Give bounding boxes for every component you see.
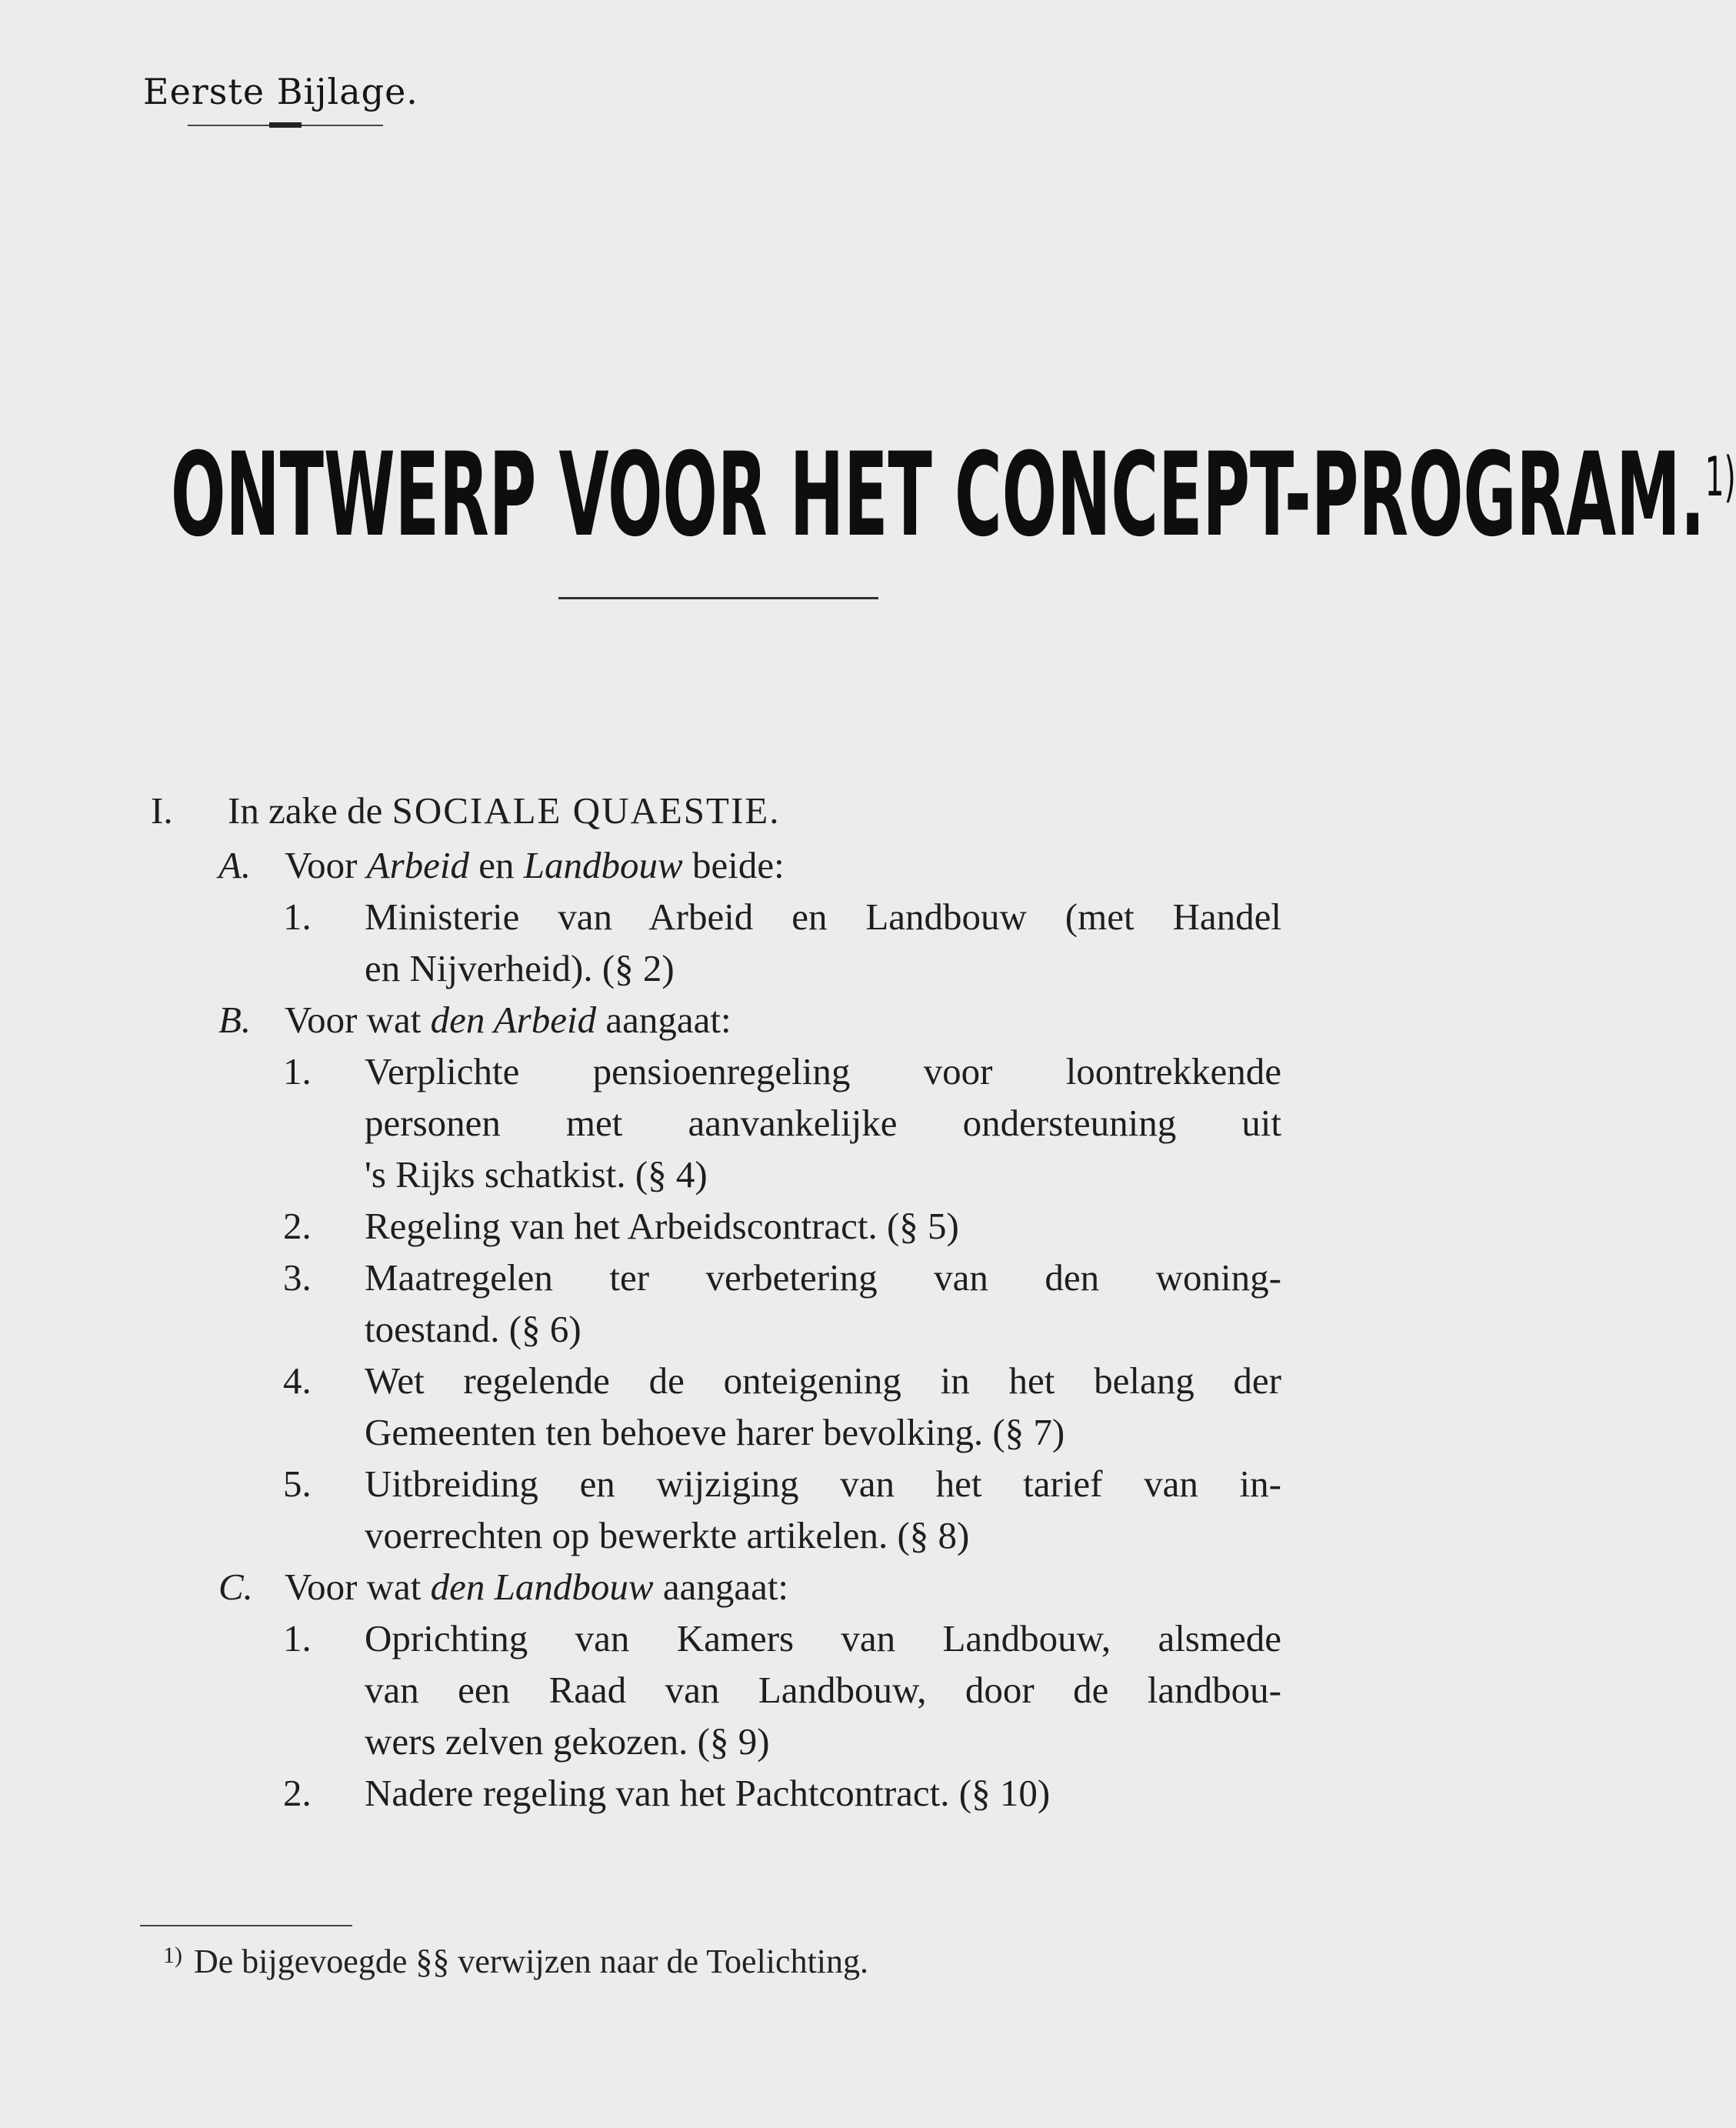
list-item: [151, 1355, 1281, 1458]
section-heading: [151, 785, 1281, 836]
title-rule: [558, 597, 878, 599]
section-heading-caps: SOCIALE QUAESTIE.: [392, 789, 781, 832]
item-line: Ministerie van Arbeid en Landbouw (met Handel: [365, 896, 1281, 938]
item-number: 2.: [283, 1205, 312, 1247]
item-line: Wet regelende de onteigening in het belang der: [365, 1359, 1281, 1402]
subsection-letter: A.: [218, 844, 252, 886]
item-number: 5.: [283, 1463, 312, 1505]
subsection-heading-c: [151, 1561, 1281, 1613]
subsection-intro: aangaat:: [596, 999, 731, 1041]
subsection-intro: Voor: [285, 844, 367, 886]
program-list: [151, 785, 1281, 1819]
item-line: 's Rijks schatkist. (§ 4): [365, 1153, 708, 1196]
item-line: personen met aanvankelijke ondersteuning uit: [365, 1102, 1281, 1144]
item-line: Uitbreiding en wijziging van het tarief van in-: [365, 1463, 1281, 1505]
item-number: 2.: [283, 1772, 312, 1814]
item-line: Nadere regeling van het Pachtcontract. (§ 10): [365, 1772, 1051, 1814]
list-item: [151, 1458, 1281, 1561]
list-item: [151, 1046, 1281, 1200]
item-line: Maatregelen ter verbetering van den woning-: [365, 1256, 1281, 1299]
item-line: toestand. (§ 6): [365, 1308, 581, 1350]
item-line: Gemeenten ten behoeve harer bevolking. (§ 7): [365, 1411, 1065, 1453]
item-number: 4.: [283, 1359, 312, 1402]
subsection-emphasis: den Arbeid: [430, 999, 597, 1041]
page-title: [171, 412, 1736, 562]
subsection-intro: beide:: [682, 844, 785, 886]
header-rule-mark: [269, 122, 302, 128]
item-line: Verplichte pensioenregeling voor loontrekkende: [365, 1050, 1281, 1092]
subsection-heading-b: [151, 994, 1281, 1046]
list-item: [151, 1613, 1281, 1767]
footnote-text: De bijgevoegde §§ verwijzen naar de Toelichting.: [194, 1943, 869, 1980]
footnote-rule: [140, 1925, 352, 1926]
page-title-text: ONTWERP VOOR HET CONCEPT-PROGRAM.: [171, 429, 1705, 562]
subsection-intro: Voor wat: [285, 1566, 431, 1608]
title-footnote-ref: 1): [1704, 445, 1736, 509]
subsection-letter: C.: [218, 1566, 253, 1608]
item-number: 1.: [283, 1050, 312, 1092]
list-item: [151, 1252, 1281, 1355]
item-line: wers zelven gekozen. (§ 9): [365, 1720, 770, 1763]
section-heading-prefix: In zake de: [228, 789, 392, 832]
subsection-emphasis: den Landbouw: [430, 1566, 654, 1608]
subsection-intro: en: [469, 844, 524, 886]
subsection-intro: Voor wat: [285, 999, 431, 1041]
footnote-mark: 1): [163, 1943, 182, 1968]
subsection-emphasis: Arbeid: [366, 844, 470, 886]
subsection-emphasis: Landbouw: [523, 844, 683, 886]
subsection-heading-a: [151, 839, 1281, 891]
subsection-intro: aangaat:: [653, 1566, 789, 1608]
item-number: 3.: [283, 1256, 312, 1299]
list-item: [151, 891, 1281, 994]
list-item: [151, 1767, 1281, 1819]
item-line: van een Raad van Landbouw, door de landbou-: [365, 1669, 1281, 1711]
item-number: 1.: [283, 896, 312, 938]
section-numeral: I.: [151, 789, 173, 832]
item-line: en Nijverheid). (§ 2): [365, 947, 675, 989]
footnote: [163, 1939, 869, 1985]
item-line: Oprichting van Kamers van Landbouw, alsmede: [365, 1617, 1281, 1659]
item-line: voerrechten op bewerkte artikelen. (§ 8): [365, 1514, 970, 1556]
appendix-label: Eerste Bijlage.: [143, 71, 418, 112]
list-item: [151, 1200, 1281, 1252]
item-number: 1.: [283, 1617, 312, 1659]
subsection-letter: B.: [218, 999, 252, 1041]
item-line: Regeling van het Arbeidscontract. (§ 5): [365, 1205, 959, 1247]
